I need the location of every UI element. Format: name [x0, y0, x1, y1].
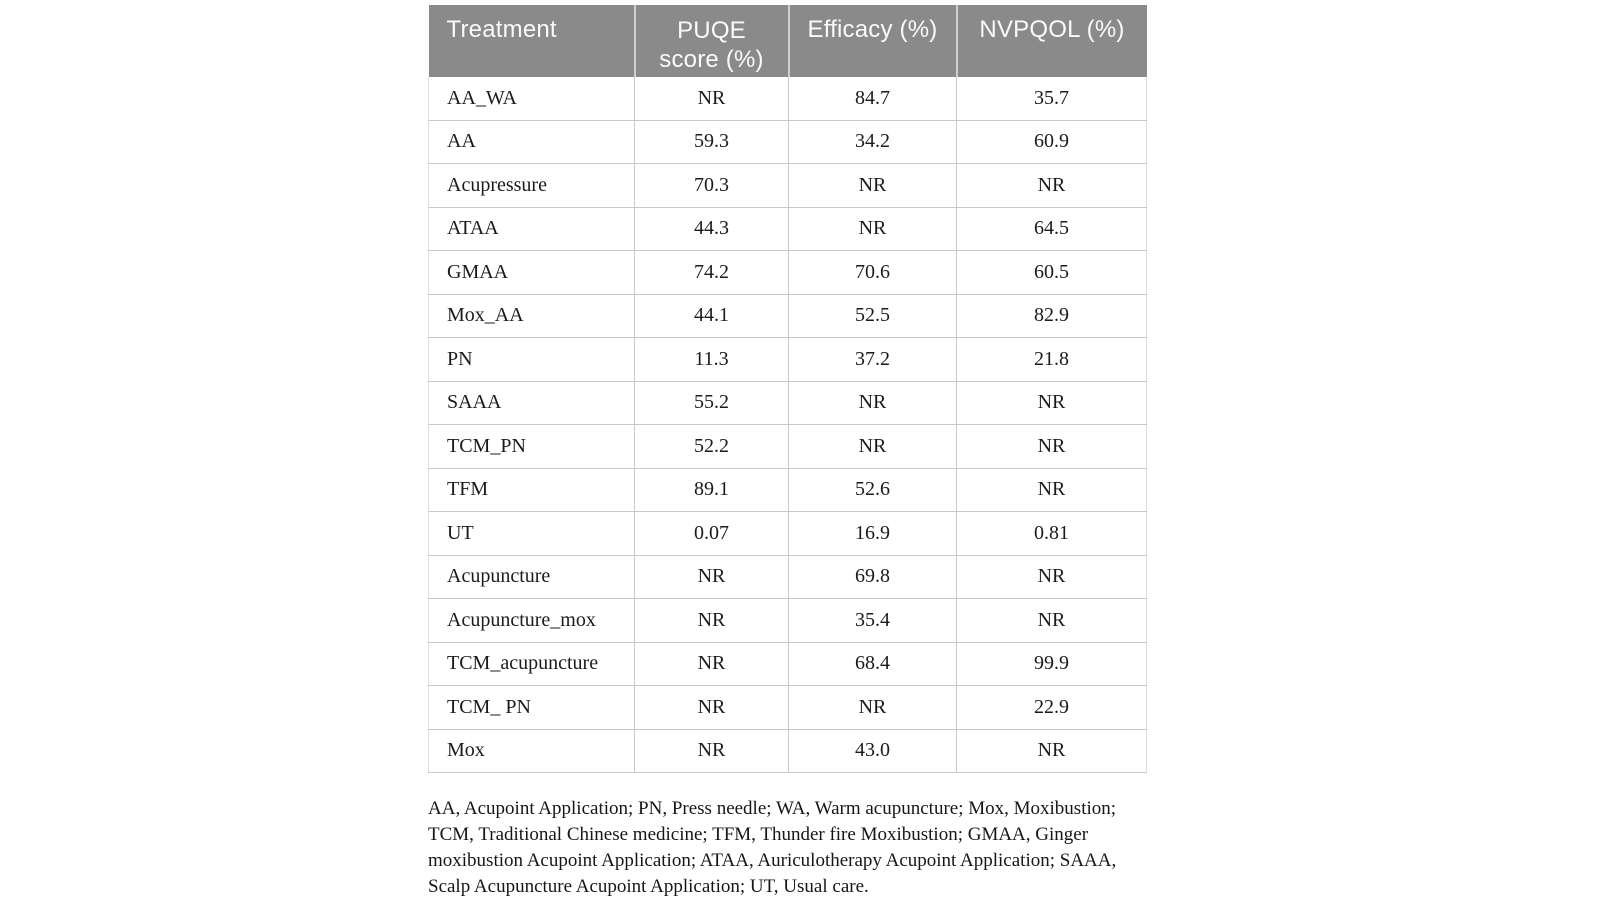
efficacy-cell: NR [789, 425, 957, 469]
treatment-cell: AA [429, 120, 635, 164]
treatment-cell: UT [429, 512, 635, 556]
treatment-cell: TFM [429, 468, 635, 512]
column-header-label: Treatment [446, 16, 557, 43]
efficacy-cell: 68.4 [789, 642, 957, 686]
nvpqol-cell: 60.5 [957, 251, 1147, 295]
efficacy-cell: NR [789, 686, 957, 730]
table-row [429, 468, 1147, 512]
treatment-cell: Acupressure [429, 164, 635, 208]
table-row [429, 686, 1147, 730]
efficacy-cell: 52.5 [789, 294, 957, 338]
nvpqol-cell: 0.81 [957, 512, 1147, 556]
puqe-score-cell: 44.1 [635, 294, 789, 338]
column-header-treatment [429, 5, 635, 77]
efficacy-cell: 37.2 [789, 338, 957, 382]
table-row [429, 164, 1147, 208]
puqe-score-cell: 70.3 [635, 164, 789, 208]
treatment-cell: TCM_ PN [429, 686, 635, 730]
efficacy-cell: 16.9 [789, 512, 957, 556]
puqe-score-cell: 89.1 [635, 468, 789, 512]
efficacy-cell: 35.4 [789, 599, 957, 643]
table-row [429, 77, 1147, 120]
table-row [429, 599, 1147, 643]
treatment-cell: ATAA [429, 207, 635, 251]
column-header-label: PUQE score (%) [659, 17, 764, 74]
table-row [429, 207, 1147, 251]
abbreviations-footnote: AA, Acupoint Application; PN, Press needle; WA, Warm acupuncture; Mox, Moxibustion; TCM, Traditional Chinese medicine; TFM, Thunder fire Moxibustion; GMAA, Ginger moxibustion Acupoint Application; ATAA, Auriculotherapy Acupoint Application; SAAA, Scalp Acupuncture Acupoint Application; UT, Usual care. [428, 798, 1117, 897]
table-header-row [429, 5, 1147, 77]
column-header-label: Efficacy (%) [807, 16, 938, 43]
puqe-score-cell: 59.3 [635, 120, 789, 164]
puqe-score-cell: NR [635, 686, 789, 730]
efficacy-cell: 34.2 [789, 120, 957, 164]
efficacy-cell: NR [789, 207, 957, 251]
puqe-score-cell: NR [635, 77, 789, 120]
nvpqol-cell: NR [957, 555, 1147, 599]
treatment-cell: SAAA [429, 381, 635, 425]
nvpqol-cell: NR [957, 729, 1147, 773]
treatment-cell: TCM_PN [429, 425, 635, 469]
treatment-cell: Mox [429, 729, 635, 773]
nvpqol-cell: 21.8 [957, 338, 1147, 382]
table-row [429, 381, 1147, 425]
treatment-cell: Acupuncture [429, 555, 635, 599]
nvpqol-cell: NR [957, 164, 1147, 208]
puqe-score-cell: 44.3 [635, 207, 789, 251]
table-row [429, 555, 1147, 599]
column-header-puqe-score [635, 5, 789, 77]
treatment-cell: Mox_AA [429, 294, 635, 338]
puqe-score-cell: 74.2 [635, 251, 789, 295]
treatment-cell: AA_WA [429, 77, 635, 120]
outcomes-table [428, 5, 1147, 773]
nvpqol-cell: NR [957, 425, 1147, 469]
column-header-label: NVPQOL (%) [979, 16, 1125, 43]
nvpqol-cell: NR [957, 599, 1147, 643]
puqe-score-cell: NR [635, 599, 789, 643]
puqe-score-cell: 52.2 [635, 425, 789, 469]
treatment-cell: Acupuncture_mox [429, 599, 635, 643]
puqe-score-cell: NR [635, 642, 789, 686]
efficacy-cell: 70.6 [789, 251, 957, 295]
column-header-efficacy [789, 5, 957, 77]
treatment-cell: TCM_acupuncture [429, 642, 635, 686]
puqe-score-cell: 55.2 [635, 381, 789, 425]
table-row [429, 338, 1147, 382]
nvpqol-cell: 99.9 [957, 642, 1147, 686]
puqe-score-cell: NR [635, 729, 789, 773]
table-row [429, 729, 1147, 773]
nvpqol-cell: 64.5 [957, 207, 1147, 251]
nvpqol-cell: 60.9 [957, 120, 1147, 164]
efficacy-cell: 69.8 [789, 555, 957, 599]
table-row [429, 294, 1147, 338]
treatment-cell: GMAA [429, 251, 635, 295]
efficacy-cell: 84.7 [789, 77, 957, 120]
puqe-score-cell: NR [635, 555, 789, 599]
efficacy-cell: 52.6 [789, 468, 957, 512]
nvpqol-cell: 82.9 [957, 294, 1147, 338]
treatment-cell: PN [429, 338, 635, 382]
table-row [429, 512, 1147, 556]
nvpqol-cell: NR [957, 468, 1147, 512]
efficacy-cell: 43.0 [789, 729, 957, 773]
nvpqol-cell: NR [957, 381, 1147, 425]
table-row [429, 120, 1147, 164]
puqe-score-cell: 11.3 [635, 338, 789, 382]
table-row [429, 425, 1147, 469]
nvpqol-cell: 22.9 [957, 686, 1147, 730]
table-row [429, 642, 1147, 686]
column-header-nvpqol [957, 5, 1147, 77]
table-row [429, 251, 1147, 295]
efficacy-cell: NR [789, 381, 957, 425]
efficacy-cell: NR [789, 164, 957, 208]
puqe-score-cell: 0.07 [635, 512, 789, 556]
nvpqol-cell: 35.7 [957, 77, 1147, 120]
